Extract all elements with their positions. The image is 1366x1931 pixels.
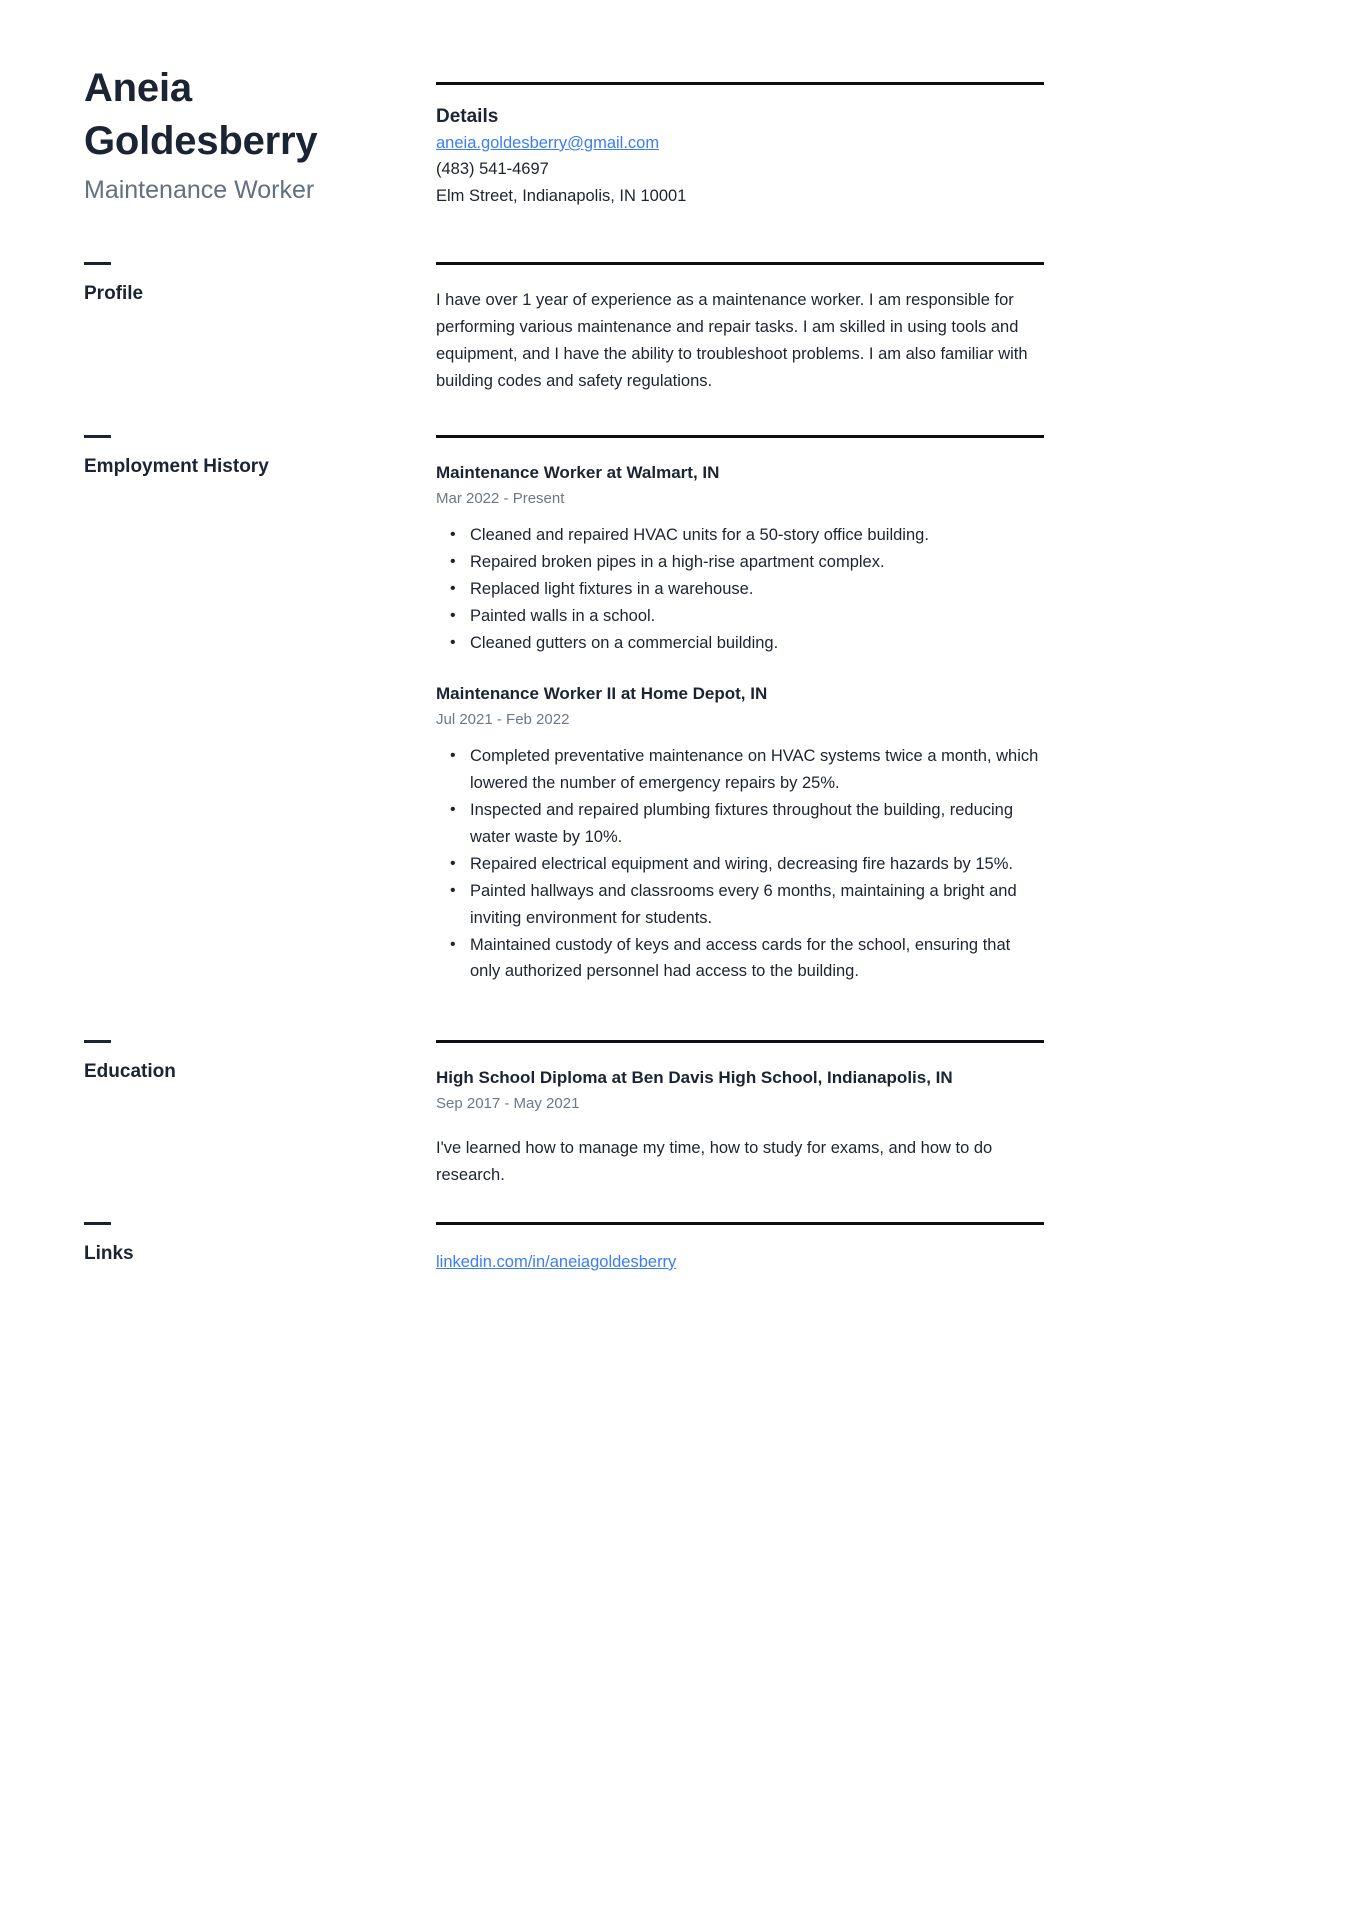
section-rule-employment	[436, 435, 1044, 438]
education-section	[436, 1040, 1044, 1189]
education-entry-title: High School Diploma at Ben Davis High School, Indianapolis, IN	[436, 1068, 953, 1087]
employment-entry-bullets	[436, 743, 1044, 985]
employment-entry-title: Maintenance Worker II at Home Depot, IN	[436, 683, 768, 703]
dash-accent-icon	[84, 435, 111, 438]
list-item: • Cleaned and repaired HVAC units for a 50-story office building.	[470, 522, 1044, 549]
resume-header	[84, 62, 414, 206]
list-item: • Repaired broken pipes in a high-rise apartment complex.	[470, 549, 1044, 576]
education-label-text: Education	[84, 1061, 176, 1082]
section-rule-links	[436, 1222, 1044, 1225]
dash-accent-icon	[84, 1040, 111, 1043]
profile-label-text: Profile	[84, 283, 144, 304]
section-rule-education	[436, 1040, 1044, 1043]
dash-accent-icon	[84, 262, 111, 265]
list-item: • Replaced light fixtures in a warehouse.	[470, 576, 1044, 603]
list-item: • Inspected and repaired plumbing fixtures throughout the building, reducing water waste by 10%.	[470, 797, 1044, 851]
education-entry-dates: Sep 2017 - May 2021	[436, 1094, 580, 1112]
section-rule-details	[436, 82, 1044, 85]
list-item: • Repaired electrical equipment and wiring, decreasing fire hazards by 15%.	[470, 851, 1044, 878]
details-email-row	[436, 130, 1044, 157]
candidate-name: Aneia Goldesberry	[84, 66, 318, 163]
links-label-text: Links	[84, 1243, 134, 1264]
candidate-job-title: Maintenance Worker	[84, 175, 315, 204]
email-link[interactable]: aneia.goldesberry@gmail.com	[436, 133, 660, 152]
list-item: • Completed preventative maintenance on HVAC systems twice a month, which lowered the number of emergency repairs by 25%.	[470, 743, 1044, 797]
sidebar-label-profile	[84, 262, 404, 306]
employment-entry	[436, 462, 1044, 657]
details-phone: (483) 541-4697	[436, 160, 549, 179]
employment-entry-dates: Jul 2021 - Feb 2022	[436, 710, 570, 728]
education-entry	[436, 1067, 1044, 1189]
sidebar-label-links	[84, 1222, 404, 1266]
education-description: I've learned how to manage my time, how to study for exams, and how to do research.	[436, 1139, 993, 1185]
details-heading: Details	[436, 106, 499, 127]
sidebar-label-employment	[84, 435, 404, 479]
sidebar-label-education	[84, 1040, 404, 1084]
dash-accent-icon	[84, 1222, 111, 1225]
employment-entry-dates: Mar 2022 - Present	[436, 489, 565, 507]
section-rule-profile	[436, 262, 1044, 265]
employment-section	[436, 435, 1044, 985]
profile-section	[436, 262, 1044, 395]
employment-entry-bullets	[436, 522, 1044, 656]
employment-entry	[436, 683, 1044, 985]
employment-label-text: Employment History	[84, 456, 269, 477]
list-item: • Maintained custody of keys and access cards for the school, ensuring that only authorized personnel had access to the building.	[470, 932, 1044, 986]
employment-entry-title: Maintenance Worker at Walmart, IN	[436, 463, 720, 482]
list-item: • Cleaned gutters on a commercial building.	[470, 630, 1044, 657]
linkedin-link[interactable]: linkedin.com/in/aneiagoldesberry	[436, 1253, 677, 1271]
details-address: Elm Street, Indianapolis, IN 10001	[436, 187, 687, 206]
links-list	[436, 1249, 1044, 1276]
list-item: • Painted hallways and classrooms every 6 months, maintaining a bright and inviting environment for students.	[470, 878, 1044, 932]
profile-text: I have over 1 year of experience as a maintenance worker. I am responsible for performing various maintenance and repair tasks. I am skilled in using tools and equipment, and I have the ability to troubleshoot problems. I am also familiar with building codes and safety regulations.	[436, 291, 1028, 390]
list-item: • Painted walls in a school.	[470, 603, 1044, 630]
links-section	[436, 1222, 1044, 1276]
details-section	[436, 82, 1044, 210]
